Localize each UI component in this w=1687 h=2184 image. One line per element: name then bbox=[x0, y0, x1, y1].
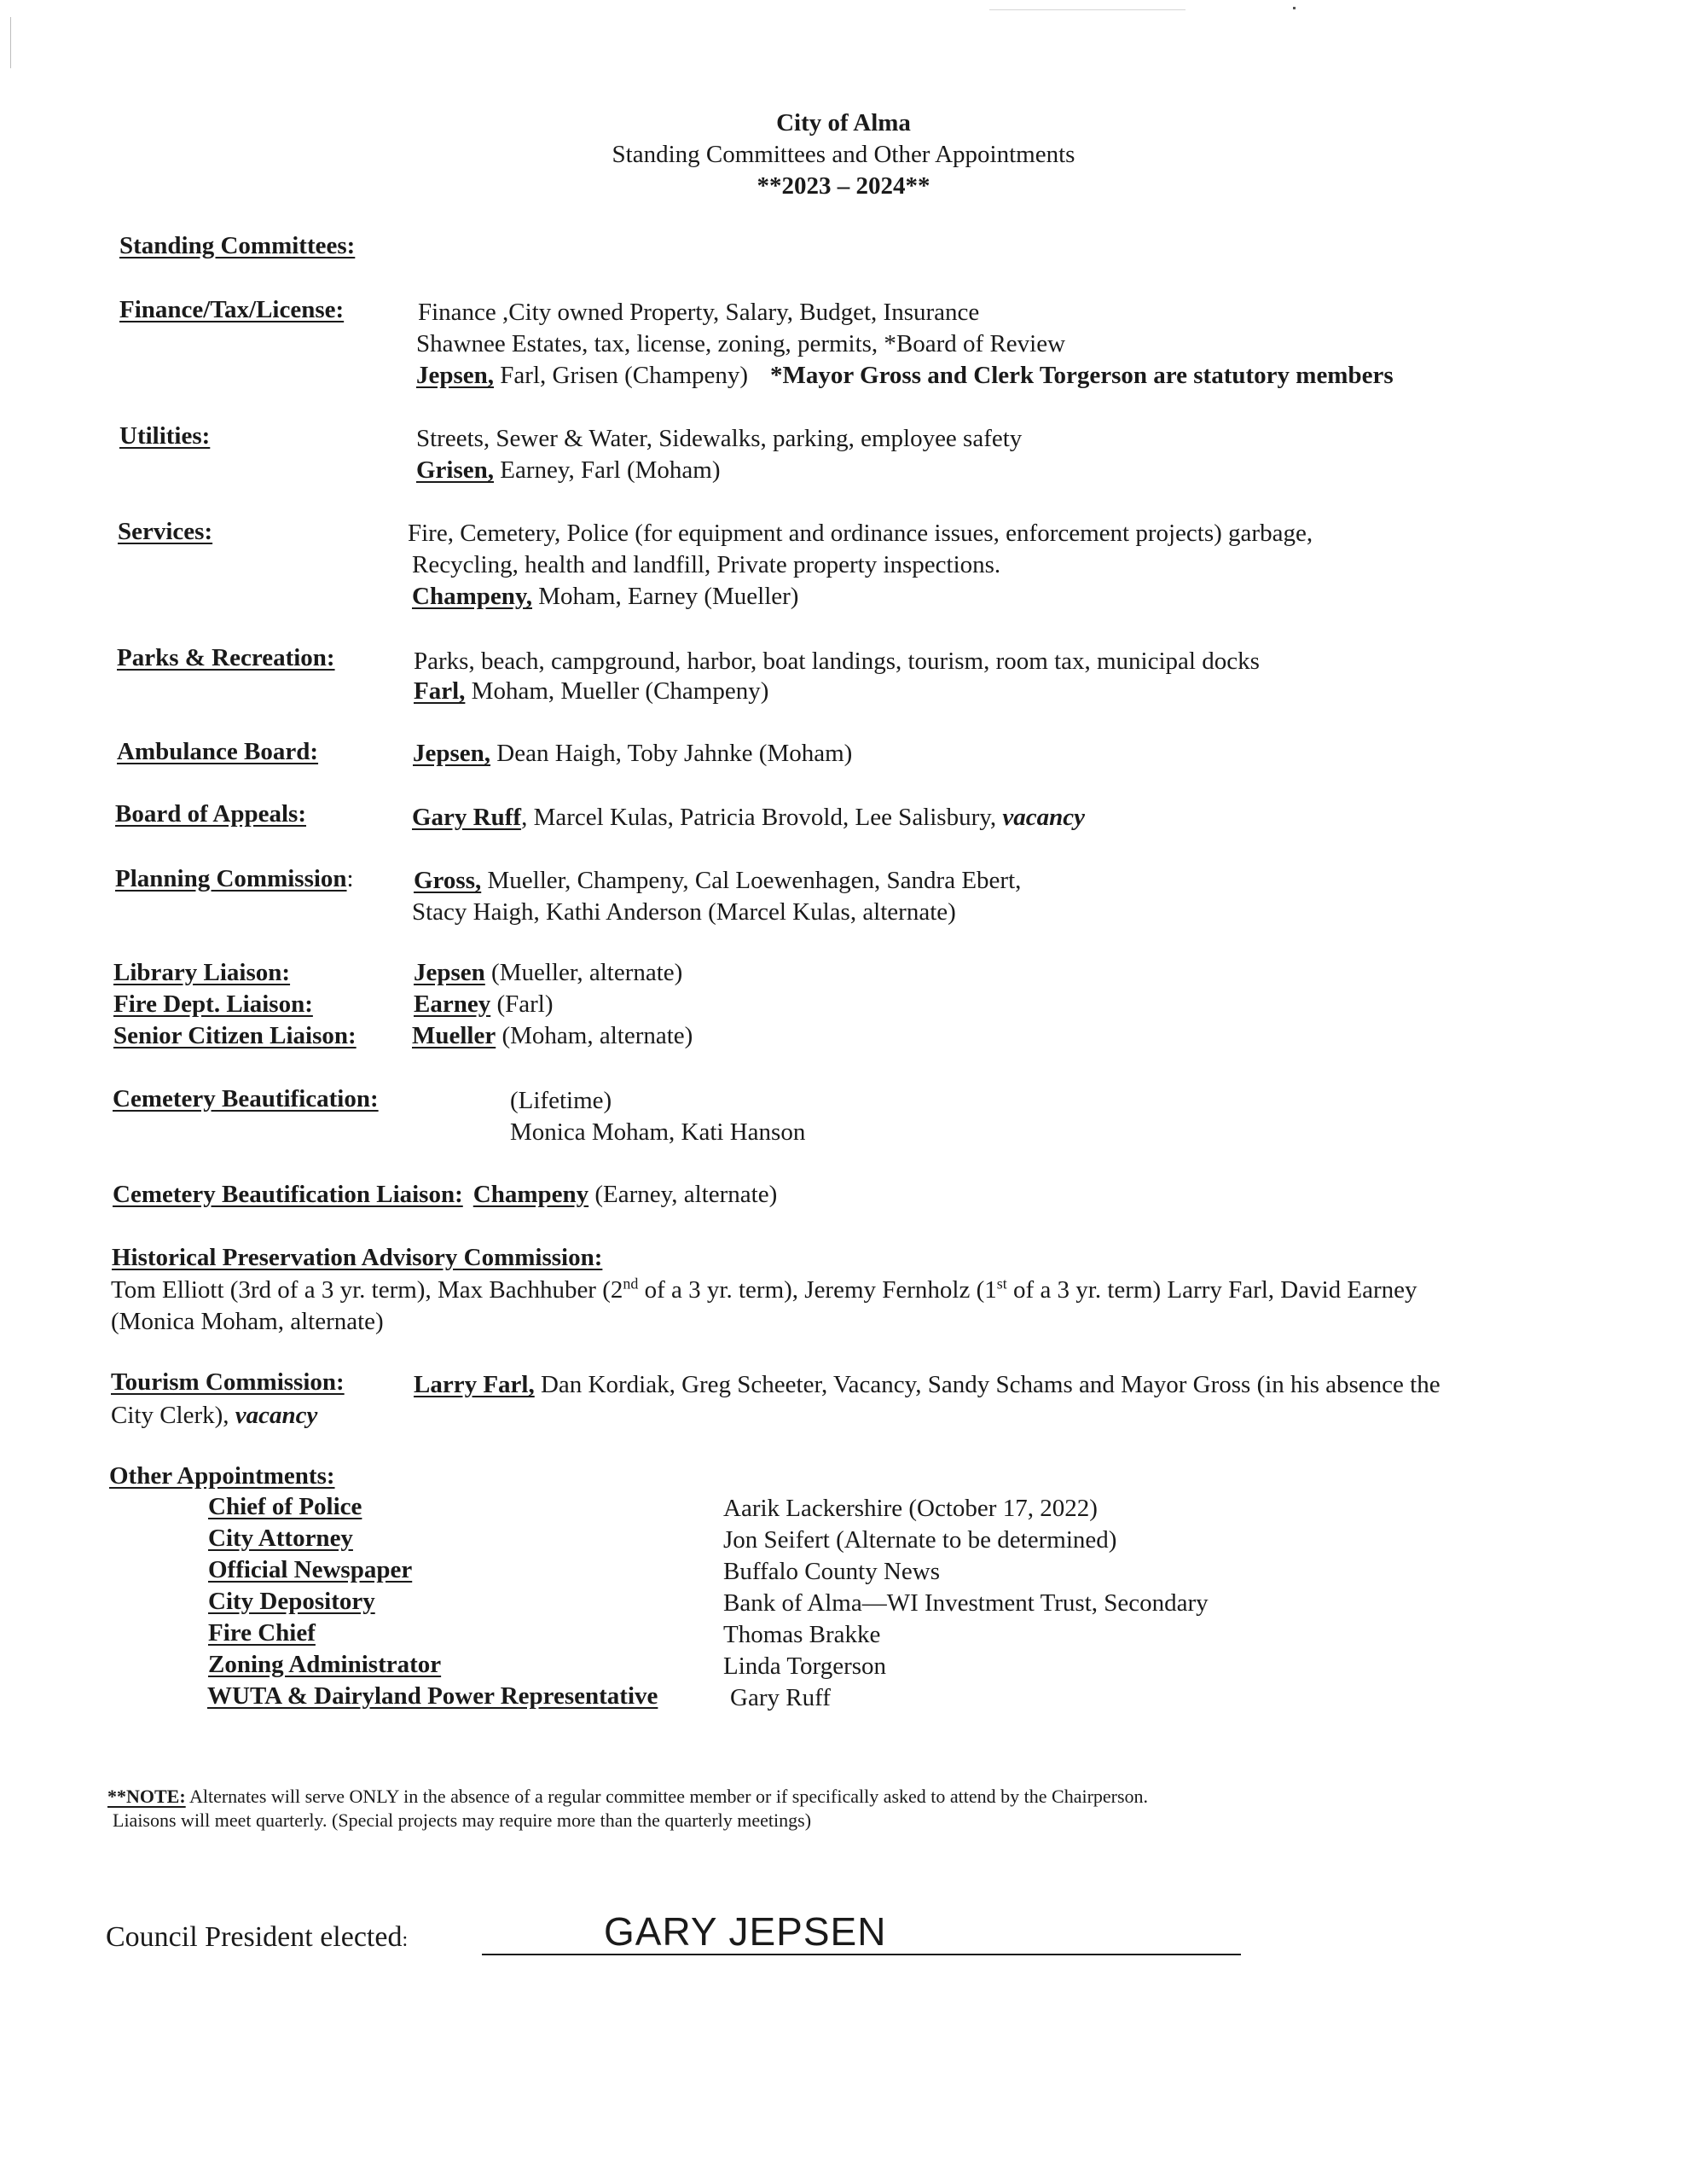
ambulance-members: Dean Haigh, Toby Jahnke (Moham) bbox=[490, 740, 853, 767]
historical-line1 bbox=[111, 1275, 1417, 1306]
planning-members: Mueller, Champeny, Cal Loewenhagen, Sandra Ebert, bbox=[481, 867, 1022, 894]
appointment-name: Linda Torgerson bbox=[723, 1653, 887, 1680]
senior-liaison-name: Mueller bbox=[412, 1022, 496, 1049]
appeals-chair: Gary Ruff bbox=[412, 804, 522, 831]
note-line1 bbox=[107, 1785, 1148, 1809]
planning-members-line bbox=[414, 865, 1021, 897]
historical-sup-2: st bbox=[996, 1275, 1007, 1292]
appointment-role: WUTA & Dairyland Power Representative bbox=[207, 1682, 658, 1710]
utilities-line1: Streets, Sewer & Water, Sidewalks, parking, employee safety bbox=[416, 425, 1023, 452]
utilities-chair: Grisen, bbox=[416, 456, 495, 484]
council-label-line bbox=[106, 1920, 408, 1958]
services-members-line bbox=[412, 581, 798, 613]
appointment-role: City Depository bbox=[208, 1588, 375, 1615]
tourism-label: Tourism Commission: bbox=[111, 1368, 345, 1396]
appointment-name: Buffalo County News bbox=[723, 1558, 941, 1585]
appeals-label: Board of Appeals: bbox=[115, 800, 306, 828]
cemetery-line2: Monica Moham, Kati Hanson bbox=[510, 1118, 806, 1146]
appointment-role: Fire Chief bbox=[208, 1619, 316, 1647]
services-line1: Fire, Cemetery, Police (for equipment and ordinance issues, enforcement projects) garbage, bbox=[408, 520, 1313, 547]
services-line2: Recycling, health and landfill, Private property inspections. bbox=[412, 551, 1001, 578]
parks-members-line bbox=[414, 676, 768, 707]
council-label: Council President elected bbox=[106, 1921, 403, 1953]
finance-line2: Shawnee Estates, tax, license, zoning, permits, *Board of Review bbox=[416, 330, 1066, 357]
parks-chair: Farl, bbox=[414, 677, 466, 705]
appeals-members: , Marcel Kulas, Patricia Brovold, Lee Salisbury, bbox=[521, 804, 1003, 831]
standing-committees-heading: Standing Committees: bbox=[119, 232, 356, 259]
parks-line1: Parks, beach, campground, harbor, boat landings, tourism, room tax, municipal docks bbox=[414, 648, 1260, 675]
senior-liaison-label: Senior Citizen Liaison: bbox=[113, 1022, 357, 1049]
fire-liaison-rest: (Farl) bbox=[490, 990, 554, 1018]
utilities-label: Utilities: bbox=[119, 422, 211, 450]
tourism-line2-text: City Clerk), bbox=[111, 1402, 235, 1429]
fire-liaison-line bbox=[414, 989, 554, 1020]
cemetery-liaison-line bbox=[113, 1179, 777, 1211]
library-liaison-label: Library Liaison: bbox=[113, 959, 291, 986]
planning-chair: Gross, bbox=[414, 867, 482, 894]
tourism-vacancy: vacancy bbox=[235, 1402, 318, 1429]
cemetery-label: Cemetery Beautification: bbox=[113, 1085, 379, 1112]
planning-label: Planning Commission bbox=[115, 865, 347, 892]
library-liaison-rest: (Mueller, alternate) bbox=[484, 959, 683, 986]
note-line2: Liaisons will meet quarterly. (Special projects may require more than the quarterly meetings) bbox=[113, 1809, 812, 1831]
scan-top-line bbox=[989, 9, 1186, 10]
appeals-vacancy: vacancy bbox=[1002, 804, 1085, 831]
cemetery-liaison-label: Cemetery Beautification Liaison: bbox=[113, 1181, 463, 1208]
council-president-name: GARY JEPSEN bbox=[604, 1909, 887, 1954]
scan-dot bbox=[1293, 7, 1296, 9]
finance-chair: Jepsen, bbox=[416, 362, 495, 389]
appointment-name: Bank of Alma—WI Investment Trust, Secondary bbox=[723, 1589, 1209, 1617]
page-subtitle: Standing Committees and Other Appointments bbox=[612, 141, 1075, 168]
historical-text-3: of a 3 yr. term) Larry Farl, David Earney bbox=[1006, 1276, 1417, 1304]
services-chair: Champeny, bbox=[412, 583, 533, 610]
historical-heading: Historical Preservation Advisory Commission: bbox=[112, 1244, 603, 1271]
planning-label-line bbox=[115, 863, 354, 895]
appointment-name: Gary Ruff bbox=[730, 1684, 831, 1711]
senior-liaison-line bbox=[412, 1020, 693, 1052]
finance-members-line bbox=[416, 360, 1394, 392]
tourism-chair: Larry Farl, bbox=[414, 1371, 535, 1398]
historical-text-2: of a 3 yr. term), Jeremy Fernholz (1 bbox=[638, 1276, 997, 1304]
other-appointments-heading: Other Appointments: bbox=[109, 1462, 335, 1490]
note-text-1: Alternates will serve ONLY in the absence of a regular committee member or if specifically asked to attend by the Chairperson. bbox=[185, 1786, 1149, 1807]
finance-members: Farl, Grisen (Champeny) bbox=[494, 362, 749, 389]
finance-statutory: *Mayor Gross and Clerk Torgerson are statutory members bbox=[770, 362, 1394, 389]
tourism-line2 bbox=[111, 1400, 317, 1432]
tourism-members: Dan Kordiak, Greg Scheeter, Vacancy, Sandy Schams and Mayor Gross (in his absence the bbox=[534, 1371, 1441, 1398]
appointment-name: Thomas Brakke bbox=[723, 1621, 881, 1648]
library-liaison-line bbox=[414, 957, 682, 989]
planning-line2: Stacy Haigh, Kathi Anderson (Marcel Kulas, alternate) bbox=[412, 898, 956, 926]
utilities-members: Earney, Farl (Moham) bbox=[494, 456, 721, 484]
page-years: **2023 – 2024** bbox=[757, 172, 930, 200]
historical-line2: (Monica Moham, alternate) bbox=[111, 1308, 384, 1335]
appointment-name: Aarik Lackershire (October 17, 2022) bbox=[723, 1495, 1098, 1522]
cemetery-liaison-rest: (Earney, alternate) bbox=[588, 1181, 778, 1208]
cemetery-liaison-name: Champeny bbox=[472, 1181, 589, 1208]
finance-label: Finance/Tax/License: bbox=[119, 296, 345, 323]
page-title: City of Alma bbox=[776, 109, 911, 136]
planning-colon: : bbox=[346, 865, 354, 892]
note-label: **NOTE: bbox=[107, 1786, 186, 1807]
library-liaison-name: Jepsen bbox=[414, 959, 485, 986]
tourism-members-line bbox=[414, 1369, 1441, 1401]
utilities-members-line bbox=[416, 455, 721, 486]
parks-members: Moham, Mueller (Champeny) bbox=[465, 677, 769, 705]
parks-label: Parks & Recreation: bbox=[117, 644, 335, 671]
appointment-role: Chief of Police bbox=[208, 1493, 362, 1520]
appeals-members-line bbox=[412, 802, 1085, 834]
cemetery-label-line bbox=[113, 1083, 379, 1115]
cemetery-line1: (Lifetime) bbox=[510, 1087, 612, 1114]
services-label: Services: bbox=[118, 518, 213, 545]
ambulance-chair: Jepsen, bbox=[413, 740, 491, 767]
historical-text-1: Tom Elliott (3rd of a 3 yr. term), Max Bachhuber (2 bbox=[111, 1276, 623, 1304]
finance-line1: Finance ,City owned Property, Salary, Budget, Insurance bbox=[418, 299, 980, 326]
appointment-role: Official Newspaper bbox=[208, 1556, 413, 1583]
fire-liaison-name: Earney bbox=[414, 990, 491, 1018]
ambulance-members-line bbox=[413, 738, 852, 770]
senior-liaison-rest: (Moham, alternate) bbox=[496, 1022, 693, 1049]
services-members: Moham, Earney (Mueller) bbox=[532, 583, 799, 610]
council-signature-line bbox=[482, 1954, 1241, 1955]
appointment-role: Zoning Administrator bbox=[208, 1651, 442, 1678]
appointment-name: Jon Seifert (Alternate to be determined) bbox=[723, 1526, 1117, 1554]
scan-edge-line bbox=[10, 17, 11, 68]
appointment-role: City Attorney bbox=[208, 1525, 353, 1552]
fire-liaison-label: Fire Dept. Liaison: bbox=[113, 990, 313, 1018]
council-colon: : bbox=[402, 1929, 409, 1951]
ambulance-label: Ambulance Board: bbox=[117, 738, 319, 765]
historical-sup-1: nd bbox=[623, 1275, 639, 1292]
